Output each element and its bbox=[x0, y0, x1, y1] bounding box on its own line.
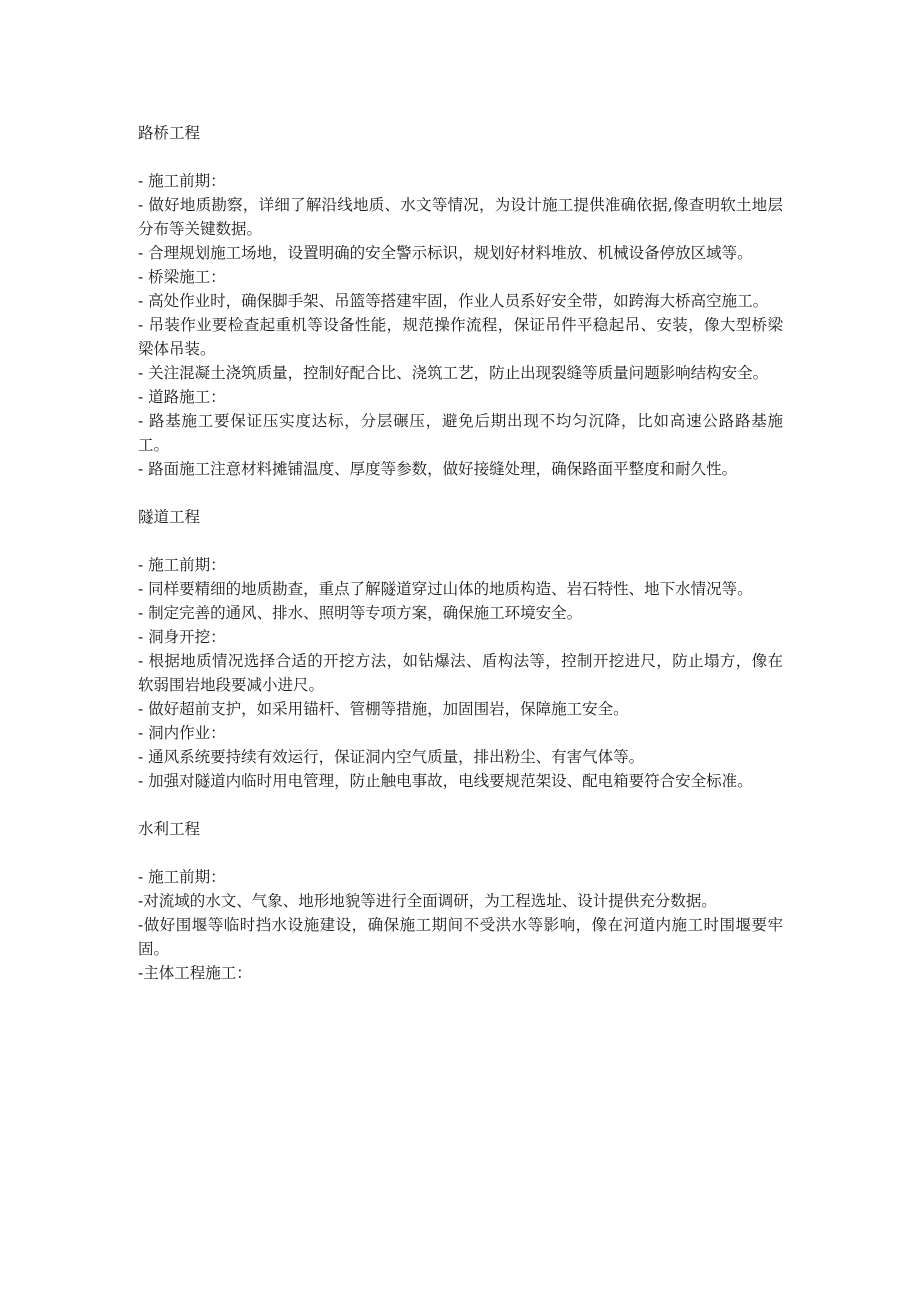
bullet-line: - 桥梁施工： bbox=[138, 268, 226, 286]
section-water-conservancy bbox=[138, 817, 783, 985]
bullet-line: - 施工前期： bbox=[138, 868, 226, 886]
bullet-line: - 做好地质勘察，详细了解沿线地质、水文等情况，为设计施工提供准确依据,像查明软土地层分布等关键数据。 bbox=[138, 196, 783, 238]
bullet-line: - 关注混凝土浇筑质量，控制好配合比、浇筑工艺，防止出现裂缝等质量问题影响结构安全。 bbox=[138, 364, 769, 382]
bullet-line: - 施工前期： bbox=[138, 172, 226, 190]
bullet-line: - 高处作业时，确保脚手架、吊篮等搭建牢固，作业人员系好安全带，如跨海大桥高空施工。 bbox=[138, 292, 769, 310]
bullet-line: - 同样要精细的地质勘查，重点了解隧道穿过山体的地质构造、岩石特性、地下水情况等。 bbox=[138, 580, 753, 598]
document-body bbox=[138, 121, 783, 985]
bullet-line: - 洞内作业： bbox=[138, 724, 226, 742]
bullet-line: -做好围堰等临时挡水设施建设，确保施工期间不受洪水等影响，像在河道内施工时围堰要牢固。 bbox=[138, 916, 783, 958]
bullet-line: - 做好超前支护，如采用锚杆、管棚等措施，加固围岩，保障施工安全。 bbox=[138, 700, 629, 718]
bullet-line: - 通风系统要持续有效运行，保证洞内空气质量，排出粉尘、有害气体等。 bbox=[138, 748, 645, 766]
bullet-line: - 路基施工要保证压实度达标，分层碾压，避免后期出现不均匀沉降，比如高速公路路基施工。 bbox=[138, 412, 783, 454]
section-title: 隧道工程 bbox=[138, 508, 201, 526]
bullet-line: - 加强对隧道内临时用电管理，防止触电事故，电线要规范架设、配电箱要符合安全标准。 bbox=[138, 772, 753, 790]
bullet-line: - 道路施工： bbox=[138, 388, 226, 406]
section-title: 水利工程 bbox=[138, 820, 201, 838]
bullet-line: - 路面施工注意材料摊铺温度、厚度等参数，做好接缝处理，确保路面平整度和耐久性。 bbox=[138, 460, 738, 478]
bullet-line: - 根据地质情况选择合适的开挖方法，如钻爆法、盾构法等，控制开挖进尺，防止塌方，像在软弱围岩地段要减小进尺。 bbox=[138, 652, 783, 694]
bullet-line: -对流域的水文、气象、地形地貌等进行全面调研，为工程选址、设计提供充分数据。 bbox=[138, 892, 717, 910]
bullet-line: - 吊装作业要检查起重机等设备性能，规范操作流程，保证吊件平稳起吊、安装，像大型桥梁梁体吊装。 bbox=[138, 316, 783, 358]
bullet-line: - 制定完善的通风、排水、照明等专项方案，确保施工环境安全。 bbox=[138, 604, 583, 622]
bullet-line: - 洞身开挖： bbox=[138, 628, 226, 646]
section-title: 路桥工程 bbox=[138, 124, 201, 142]
section-road-bridge bbox=[138, 121, 783, 481]
section-tunnel bbox=[138, 505, 783, 793]
bullet-line: -主体工程施工： bbox=[138, 964, 252, 982]
bullet-line: - 施工前期： bbox=[138, 556, 226, 574]
bullet-line: - 合理规划施工场地，设置明确的安全警示标识，规划好材料堆放、机械设备停放区域等。 bbox=[138, 244, 753, 262]
